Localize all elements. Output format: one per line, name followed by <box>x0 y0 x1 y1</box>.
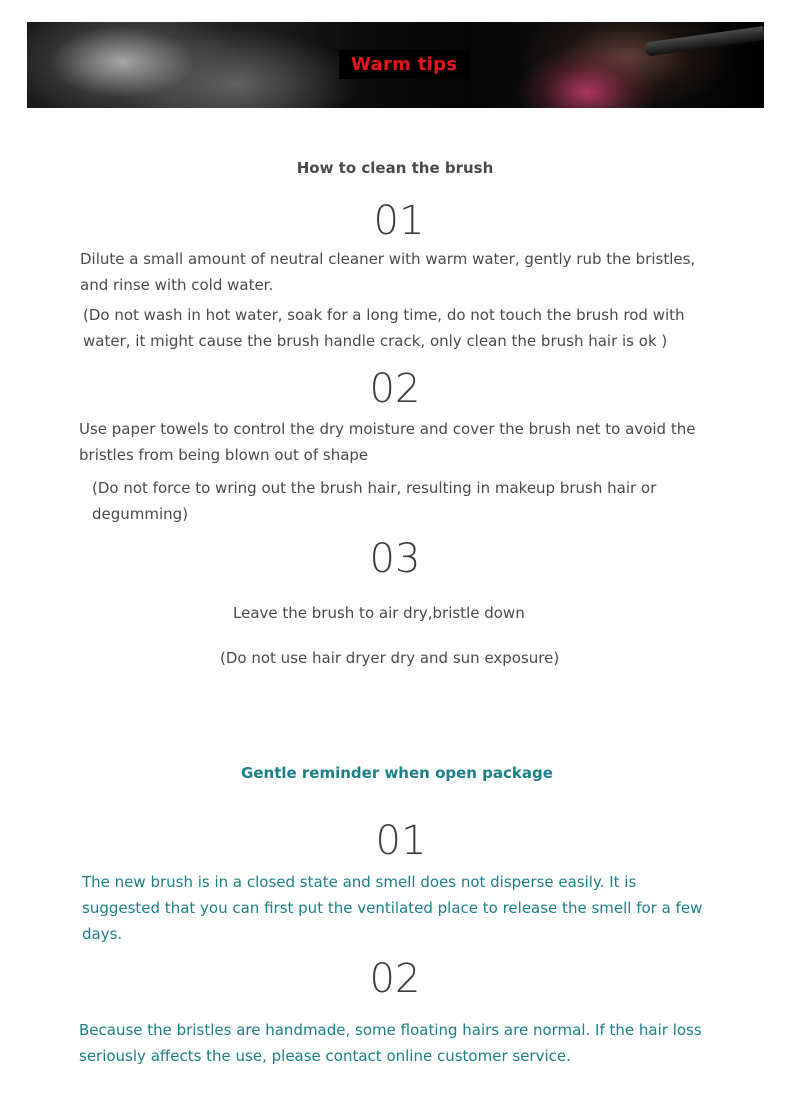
cleaning-step-3-number: 03 <box>369 536 421 582</box>
warm-tips-banner <box>27 22 764 108</box>
cleaning-step-2-text: Use paper towels to control the dry moisture and cover the brush net to avoid the bristles from being blown out of shape <box>79 420 696 464</box>
cleaning-heading: How to clean the brush <box>296 159 494 177</box>
cleaning-step-1-number: 01 <box>373 198 425 244</box>
cleaning-step-1-text: Dilute a small amount of neutral cleaner with warm water, gently rub the bristles, and rinse with cold water. <box>80 250 696 294</box>
cleaning-step-3-text: Leave the brush to air dry,bristle down <box>233 604 525 622</box>
cleaning-step-2-note: (Do not force to wring out the brush hair, resulting in makeup brush hair or degumming) <box>92 479 657 523</box>
cleaning-step-1-note: (Do not wash in hot water, soak for a long time, do not touch the brush rod with water, it might cause the brush handle crack, only clean the brush hair is ok ) <box>83 306 685 350</box>
brush-handle-image <box>644 26 764 57</box>
cleaning-step-2-number: 02 <box>369 366 421 412</box>
reminder-item-2-text: Because the bristles are handmade, some floating hairs are normal. If the hair loss seriously affects the use, please contact online customer service. <box>79 1021 702 1065</box>
cleaning-step-3-note: (Do not use hair dryer dry and sun exposure) <box>220 649 560 667</box>
reminder-item-2-number: 02 <box>369 956 421 1002</box>
reminder-item-1-text: The new brush is in a closed state and smell does not disperse easily. It is suggested that you can first put the ventilated place to release the smell for a few days. <box>82 873 703 943</box>
reminder-heading: Gentle reminder when open package <box>241 764 553 782</box>
reminder-item-1-number: 01 <box>375 818 427 864</box>
banner-title-box <box>339 50 469 79</box>
banner-title: Warm tips <box>351 54 458 75</box>
